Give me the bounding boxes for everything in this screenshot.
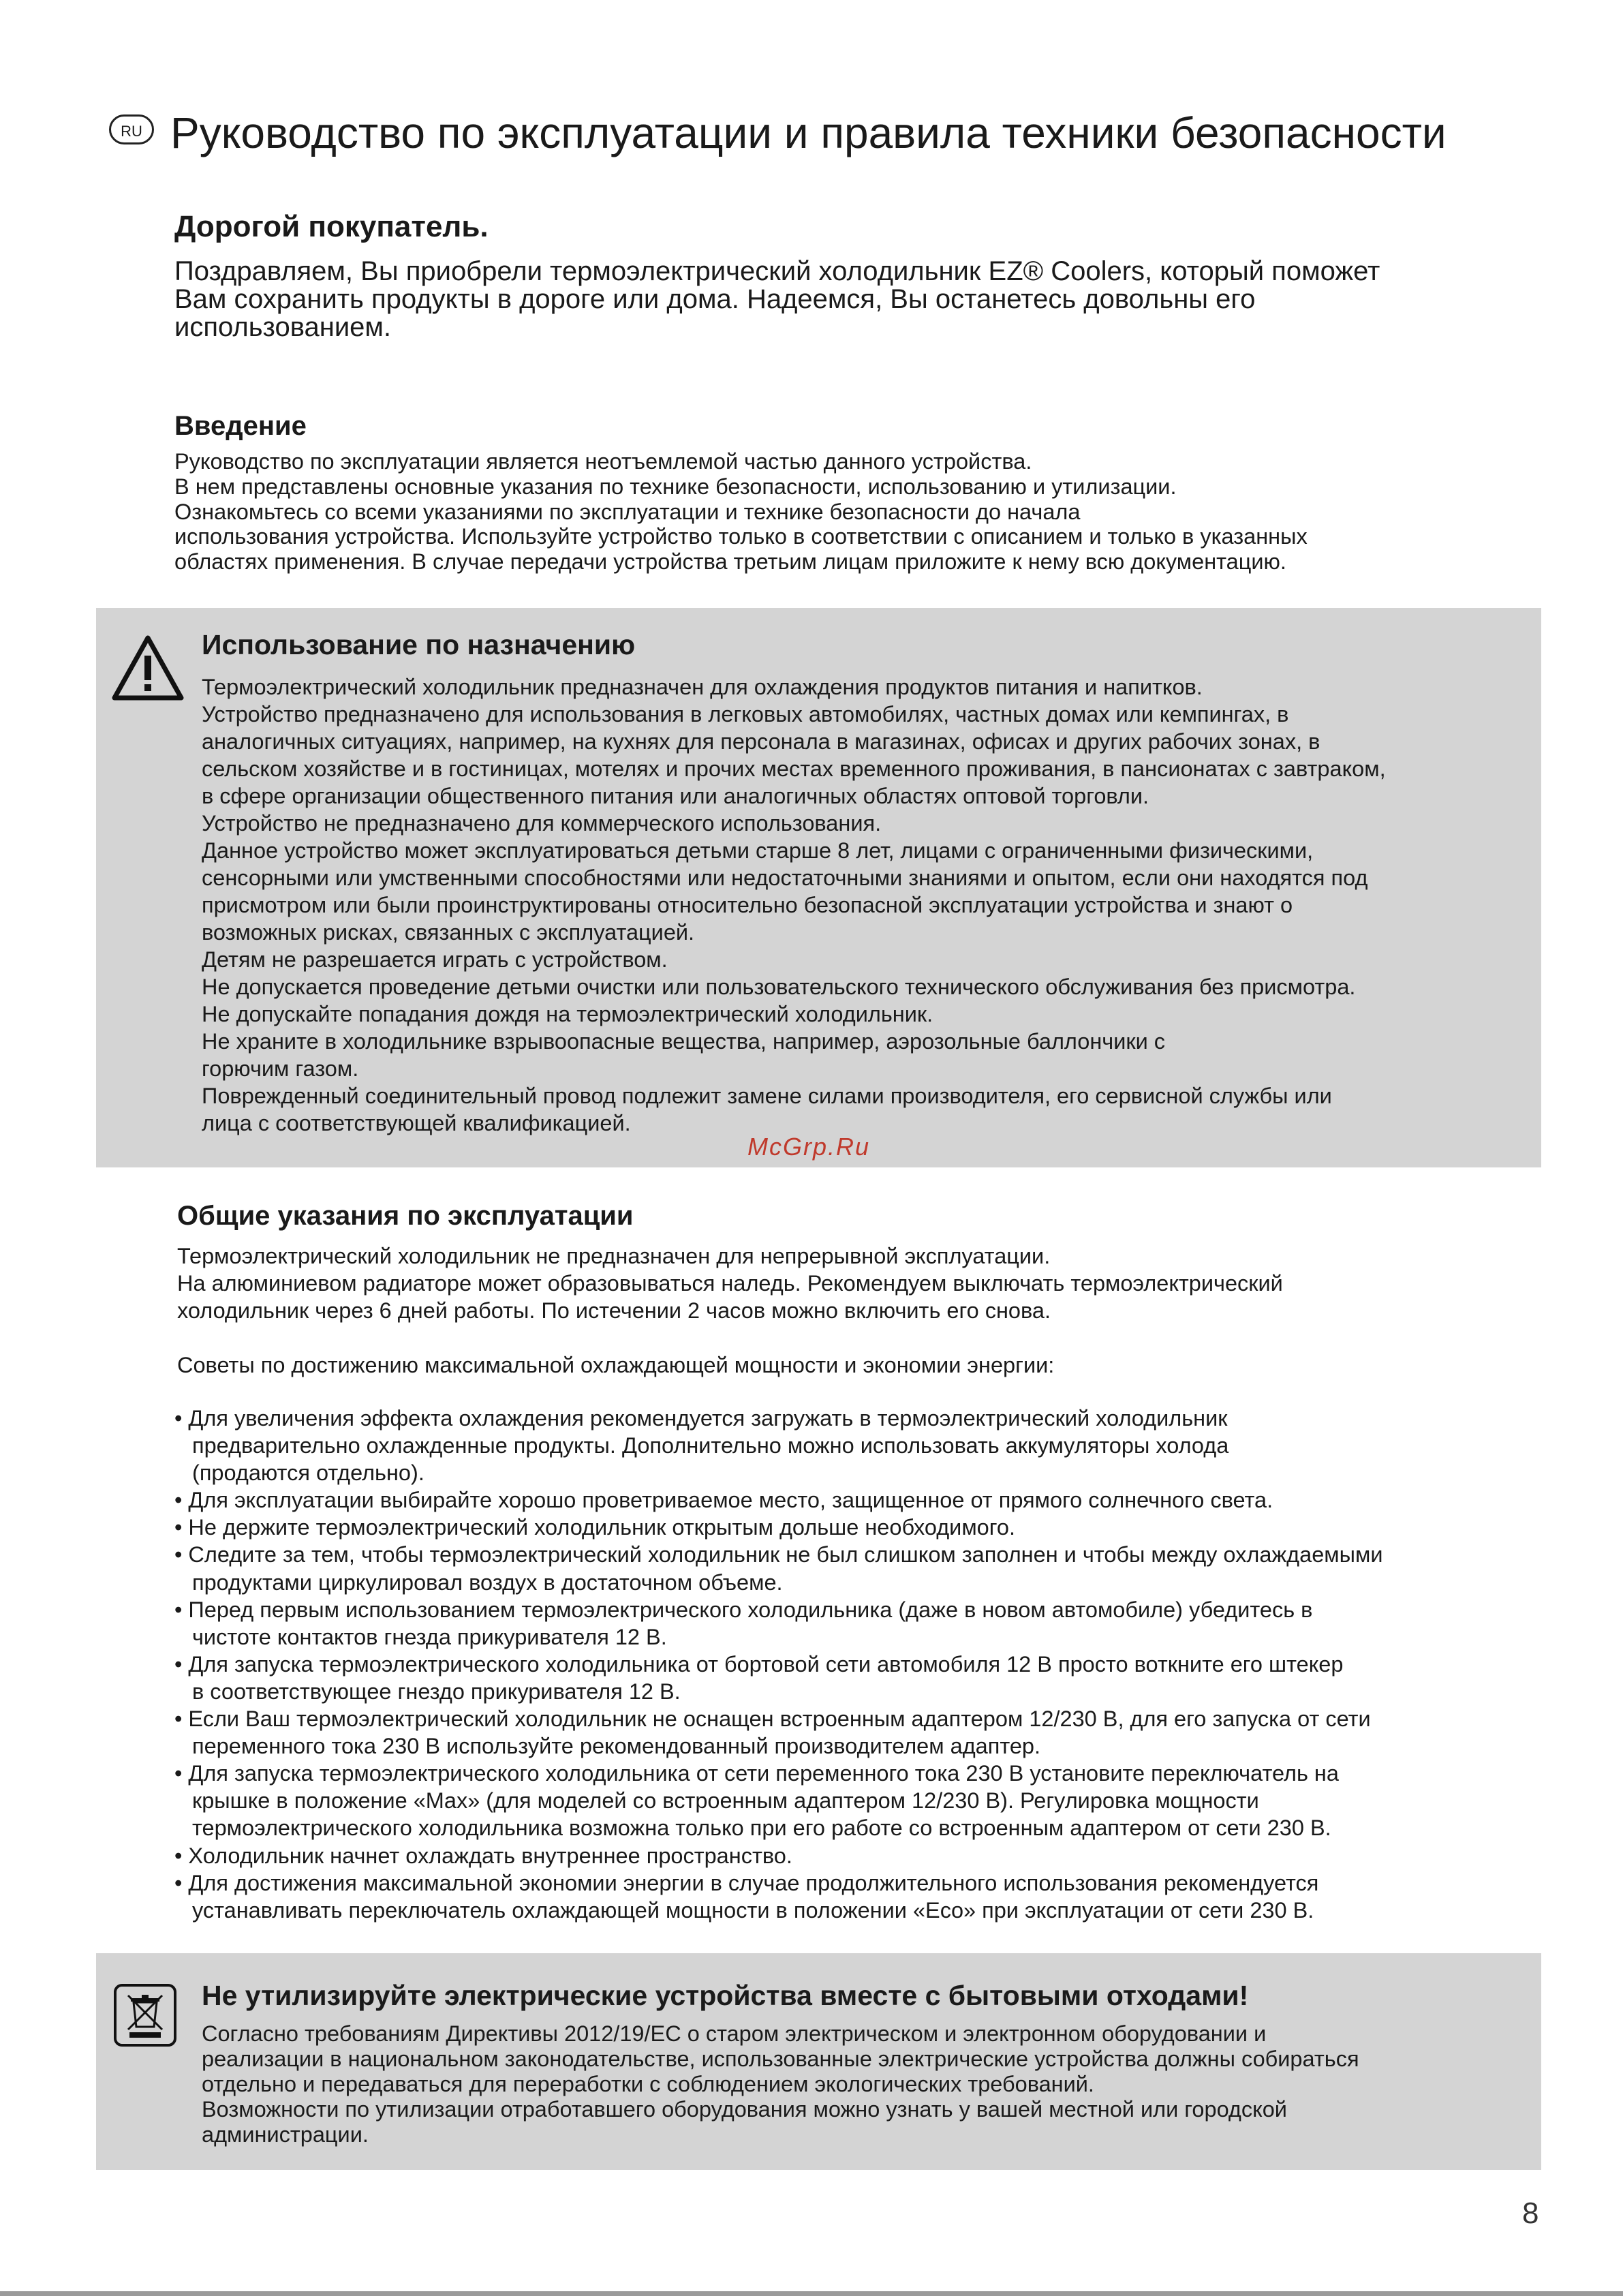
intended-use-line: Не допускайте попадания дождя на термоэлектрический холодильник. (202, 1002, 933, 1026)
page-title: Руководство по эксплуатации и правила техники безопасности (170, 108, 1447, 157)
intended-use-line: в сфере организации общественного питания или аналогичных областях оптовой торговли. (202, 784, 1149, 808)
intended-use-line: Термоэлектрический холодильник предназначен для охлаждения продуктов питания и напитков. (202, 675, 1203, 699)
bottom-divider (0, 2291, 1623, 2296)
intro-text (174, 449, 1537, 575)
intended-use-line: Детям не разрешается играть с устройством. (202, 947, 668, 972)
disposal-text (202, 2021, 1530, 2147)
intro-line: В нем представлены основные указания по технике безопасности, использованию и утилизации. (174, 474, 1177, 499)
disposal-line: Возможности по утилизации отработавшего оборудования можно узнать у вашей местной или городской (202, 2097, 1287, 2122)
list-item: • Следите за тем, чтобы термоэлектрический холодильник не был слишком заполнен и чтобы между охлаждаемыми (174, 1542, 1383, 1567)
greeting-line: Вам сохранить продукты в дороге или дома. Надеемся, Вы останетесь довольны его (174, 284, 1256, 314)
intended-use-line: Данное устройство может эксплуатироваться детьми старше 8 лет, лицами с ограниченными физическими, (202, 838, 1314, 863)
intro-line: областях применения. В случае передачи устройства третьим лицам приложите к нему всю документацию. (174, 549, 1286, 575)
general-line (177, 1324, 1540, 1351)
list-item-cont: предварительно охлажденные продукты. Дополнительно можно использовать аккумуляторы холода (192, 1433, 1229, 1458)
watermark: McGrp.Ru (747, 1133, 871, 1161)
list-item-cont: (продаются отдельно). (192, 1460, 424, 1486)
greeting-text (174, 258, 1537, 341)
list-item-cont: устанавливать переключатель охлаждающей мощности в положении «Eco» при эксплуатации от сети 230 В. (192, 1897, 1314, 1923)
intended-use-line: Устройство не предназначено для коммерческого использования. (202, 811, 882, 836)
greeting-title: Дорогой покупатель. (174, 210, 489, 243)
intended-use-line: сенсорными или умственными способностями или недостаточными знаниями и опытом, если они находятся под (202, 866, 1368, 890)
intended-use-line: Не храните в холодильнике взрывоопасные вещества, например, аэрозольные баллончики с (202, 1029, 1166, 1054)
list-item: • Для эксплуатации выбирайте хорошо проветриваемое место, защищенное от прямого солнечного света. (174, 1488, 1273, 1513)
list-item-cont: продуктами циркулировал воздух в достаточном объеме. (192, 1570, 783, 1595)
disposal-line: Согласно требованиям Директивы 2012/19/ЕС о старом электрическом и электронном оборудовании и (202, 2021, 1267, 2046)
list-item-cont: переменного тока 230 В используйте рекомендованный производителем адаптер. (192, 1734, 1041, 1759)
intended-use-line: Не допускается проведение детьми очистки или пользовательского технического обслуживания без присмотра. (202, 975, 1356, 999)
disposal-line: отдельно и передаваться для переработки с соблюдением экологических требований. (202, 2072, 1094, 2096)
disposal-line: реализации в национальном законодательстве, использованные электрические устройства должны собираться (202, 2047, 1359, 2071)
disposal-line: администрации. (202, 2122, 369, 2147)
tips-list (174, 1405, 1544, 1924)
intended-use-line: аналогичных ситуациях, например, на кухнях для персонала в магазинах, офисах и других рабочих зонах, в (202, 729, 1320, 754)
intro-line: Руководство по эксплуатации является неотъемлемой частью данного устройства. (174, 449, 1032, 474)
greeting-line: использованием. (174, 312, 392, 342)
intended-use-line: лица с соответствующей квалификацией. (202, 1111, 631, 1135)
list-item: • Для запуска термоэлектрического холодильника от бортовой сети автомобиля 12 В просто воткните его штекер (174, 1651, 1344, 1677)
general-line: холодильник через 6 дней работы. По истечении 2 часов можно включить его снова. (177, 1298, 1051, 1323)
list-item-cont: в соответствующее гнездо прикуривателя 12 В. (192, 1679, 681, 1704)
intro-line: Ознакомьтесь со всеми указаниями по эксплуатации и технике безопасности до начала (174, 499, 1081, 524)
list-item: • Для достижения максимальной экономии энергии в случае продолжительного использования рекомендуется (174, 1870, 1319, 1895)
list-item-cont: чистоте контактов гнезда прикуривателя 12 В. (192, 1624, 667, 1649)
list-item: • Не держите термоэлектрический холодильник открытым дольше необходимого. (174, 1515, 1016, 1540)
warning-triangle-icon (110, 634, 185, 702)
general-text (177, 1242, 1540, 1379)
general-line: Термоэлектрический холодильник не предназначен для непрерывной эксплуатации. (177, 1244, 1051, 1268)
intended-use-line: Устройство предназначено для использования в легковых автомобилях, частных домах или кемпингах, в (202, 702, 1289, 726)
greeting-line: Поздравляем, Вы приобрели термоэлектрический холодильник EZ® Coolers, который поможет (174, 256, 1380, 286)
intro-title: Введение (174, 411, 307, 441)
page-number: 8 (1522, 2196, 1539, 2230)
list-item: • Для увеличения эффекта охлаждения рекомендуется загружать в термоэлектрический холодильник (174, 1406, 1228, 1430)
list-item: • Если Ваш термоэлектрический холодильник не оснащен встроенным адаптером 12/230 В, для его запуска от сети (174, 1706, 1371, 1732)
intro-line: использования устройства. Используйте устройство только в соответствии с описанием и только в указанных (174, 524, 1308, 549)
list-item: • Холодильник начнет охлаждать внутреннее пространство. (174, 1843, 792, 1868)
list-item: • Для запуска термоэлектрического холодильника от сети переменного тока 230 В установите переключатель на (174, 1761, 1339, 1786)
list-item-cont: термоэлектрического холодильника возможна только при его работе со встроенным адаптером от сети 230 В. (192, 1816, 1331, 1841)
crossed-bin-icon (113, 1983, 177, 2047)
general-line: Советы по достижению максимальной охлаждающей мощности и экономии энергии: (177, 1353, 1055, 1377)
general-line: На алюминиевом радиаторе может образовываться наледь. Рекомендуем выключать термоэлектрический (177, 1271, 1283, 1296)
intended-use-line: сельском хозяйстве и в гостиницах, мотелях и прочих местах временного проживания, в пансионатах с завтраком, (202, 756, 1386, 781)
intended-use-line: присмотром или были проинструктированы относительно безопасной эксплуатации устройства и знают о (202, 893, 1293, 917)
intended-use-line: Поврежденный соединительный провод подлежит замене силами производителя, его сервисной службы или (202, 1084, 1332, 1108)
intended-use-title: Использование по назначению (202, 629, 636, 660)
intended-use-line: возможных рисках, связанных с эксплуатацией. (202, 920, 695, 945)
list-item-cont: крышке в положение «Max» (для моделей со встроенным адаптером 12/230 В). Регулировка мощности (192, 1788, 1259, 1813)
disposal-title: Не утилизируйте электрические устройства вместе с бытовыми отходами! (202, 1980, 1249, 2011)
list-item: • Перед первым использованием термоэлектрического холодильника (даже в новом автомобиле) убедитесь в (174, 1597, 1313, 1622)
general-title: Общие указания по эксплуатации (177, 1201, 634, 1231)
language-badge: RU (109, 114, 154, 144)
intended-use-text (202, 673, 1530, 1137)
intended-use-line: горючим газом. (202, 1056, 359, 1081)
